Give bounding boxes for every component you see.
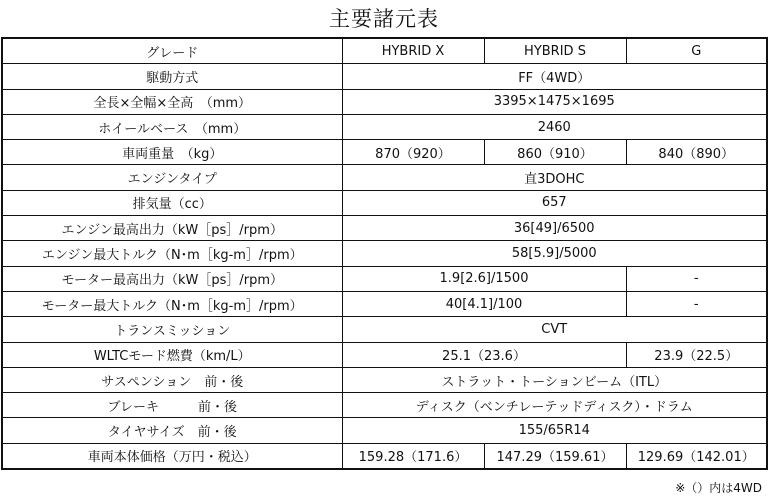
row-value-g: 840（890） [626, 140, 767, 165]
table-row [2, 443, 767, 469]
row-label: タイヤサイズ 前・後 [2, 418, 342, 443]
row-label: 全長×全幅×全高 （mm） [2, 89, 342, 114]
row-value: 3395×1475×1695 [342, 89, 767, 114]
table-row [2, 140, 767, 165]
row-value-hybrid: 25.1（23.6） [342, 342, 626, 367]
row-label: 排気量（cc） [2, 190, 342, 215]
row-value-hybrid-s: 147.29（159.61） [484, 443, 626, 469]
table-row [2, 393, 767, 418]
table-row [2, 367, 767, 392]
row-label: トランスミッション [2, 317, 342, 342]
row-label: エンジン最高出力（kW［ps］/rpm） [2, 216, 342, 241]
row-value: 58[5.9]/5000 [342, 241, 767, 266]
row-value-g: - [626, 266, 767, 291]
row-value: ディスク（ベンチレーテッドディスク）・ドラム [342, 393, 767, 418]
row-value-hybrid: 40[4.1]/100 [342, 291, 626, 316]
row-value: 36[49]/6500 [342, 216, 767, 241]
row-value-g: 23.9（22.5） [626, 342, 767, 367]
spec-table [1, 37, 768, 470]
row-value: FF（4WD） [342, 64, 767, 89]
table-row [2, 114, 767, 139]
row-value-g: 129.69（142.01） [626, 443, 767, 469]
row-label: 車両重量 （kg） [2, 140, 342, 165]
row-value: 2460 [342, 114, 767, 139]
table-header-row [2, 38, 767, 64]
row-value: CVT [342, 317, 767, 342]
row-label: ブレーキ 前・後 [2, 393, 342, 418]
row-value: 657 [342, 190, 767, 215]
row-label: 車両本体価格（万円・税込） [2, 443, 342, 469]
table-row [2, 266, 767, 291]
row-value: 直3DOHC [342, 165, 767, 190]
table-row [2, 342, 767, 367]
table-row [2, 241, 767, 266]
row-label: ホイールベース （mm） [2, 114, 342, 139]
table-row [2, 190, 767, 215]
row-label: モーター最高出力（kW［ps］/rpm） [2, 266, 342, 291]
table-row [2, 216, 767, 241]
table-row [2, 291, 767, 316]
row-label: 駆動方式 [2, 64, 342, 89]
row-label: エンジンタイプ [2, 165, 342, 190]
table-row [2, 418, 767, 443]
page-title: 主要諸元表 [329, 7, 439, 31]
grade-header-g: G [626, 38, 767, 64]
row-label: WLTCモード燃費（km/L） [2, 342, 342, 367]
row-value-hybrid-x: 159.28（171.6） [342, 443, 484, 469]
row-value-hybrid-x: 870（920） [342, 140, 484, 165]
row-value-hybrid-s: 860（910） [484, 140, 626, 165]
row-value: ストラット・トーションビーム（ITL） [342, 367, 767, 392]
row-value-hybrid: 1.9[2.6]/1500 [342, 266, 626, 291]
row-value: 155/65R14 [342, 418, 767, 443]
grade-header-hybrid-x: HYBRID X [342, 38, 484, 64]
grade-header-label: グレード [2, 38, 342, 64]
row-value-g: - [626, 291, 767, 316]
row-label: モーター最大トルク（N･m［kg-m］/rpm） [2, 291, 342, 316]
row-label: エンジン最大トルク（N･m［kg-m］/rpm） [2, 241, 342, 266]
footnote: ※（）内は4WD [675, 481, 762, 495]
row-label: サスペンション 前・後 [2, 367, 342, 392]
table-row [2, 165, 767, 190]
spec-table-body [2, 38, 767, 469]
table-row [2, 64, 767, 89]
grade-header-hybrid-s: HYBRID S [484, 38, 626, 64]
table-row [2, 89, 767, 114]
table-row [2, 317, 767, 342]
